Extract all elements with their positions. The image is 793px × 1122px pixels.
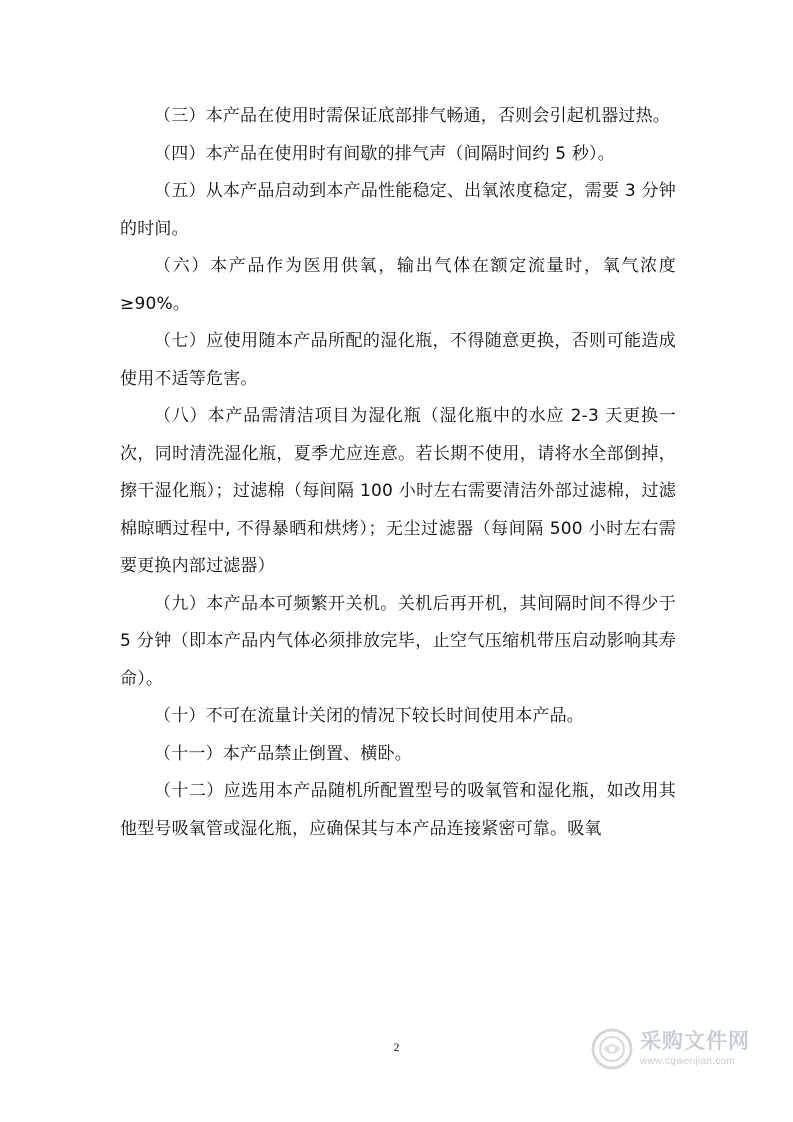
paragraph-8: （八）本产品需清洁项目为湿化瓶（湿化瓶中的水应 2-3 天更换一次，同时清洗湿化瓶，夏季尤应连意。若长期不使用，请将水全部倒掉，擦干湿化瓶）；过滤棉（每间隔 100 小时左右需要清洁外部过滤棉，过滤棉晾晒过程中, 不得暴晒和烘烤）；无尘过滤器（每间隔 500 小时左右需要更换内部过滤器） (120, 406, 676, 576)
page-number: 2 (393, 1040, 400, 1054)
paragraph-10: （十）不可在流量计关闭的情况下较长时间使用本产品。 (154, 706, 584, 726)
watermark-text (640, 1031, 750, 1067)
paragraph-6: （六）本产品作为医用供氧，输出气体在额定流量时，氧气浓度≥90%。 (120, 256, 676, 314)
paragraph-9: （九）本产品本可频繁开关机。关机后再开机，其间隔时间不得少于 5 分钟（即本产品内气体必须排放完毕，止空气压缩机带压启动影响其寿命）。 (120, 593, 676, 689)
paragraph-4: （四）本产品在使用时有间歇的排气声（间隔时间约 5 秒）。 (154, 143, 615, 164)
watermark-url: www.cgwenjian.com (640, 1056, 736, 1067)
paragraph-11: （十一）本产品禁止倒置、横卧。 (154, 743, 412, 764)
seal-logo-icon (590, 1027, 634, 1071)
paragraph-7: （七）应使用随本产品所配的湿化瓶，不得随意更换，否则可能造成使用不适等危害。 (120, 331, 676, 389)
paragraph-12: （十二）应选用本产品随机所配置型号的吸氧管和湿化瓶，如改用其他型号吸氧管或湿化瓶，应确保其与本产品连接紧密可靠。吸氧 (120, 781, 676, 839)
watermark-title: 采购文件网 (640, 1029, 750, 1053)
document-body (120, 98, 676, 848)
paragraph-5: （五）从本产品启动到本产品性能稳定、出氧浓度稳定，需要 3 分钟的时间。 (120, 181, 676, 239)
paragraph-3: （三）本产品在使用时需保证底部排气畅通，否则会引起机器过热。 (154, 106, 670, 126)
watermark (590, 1020, 760, 1078)
